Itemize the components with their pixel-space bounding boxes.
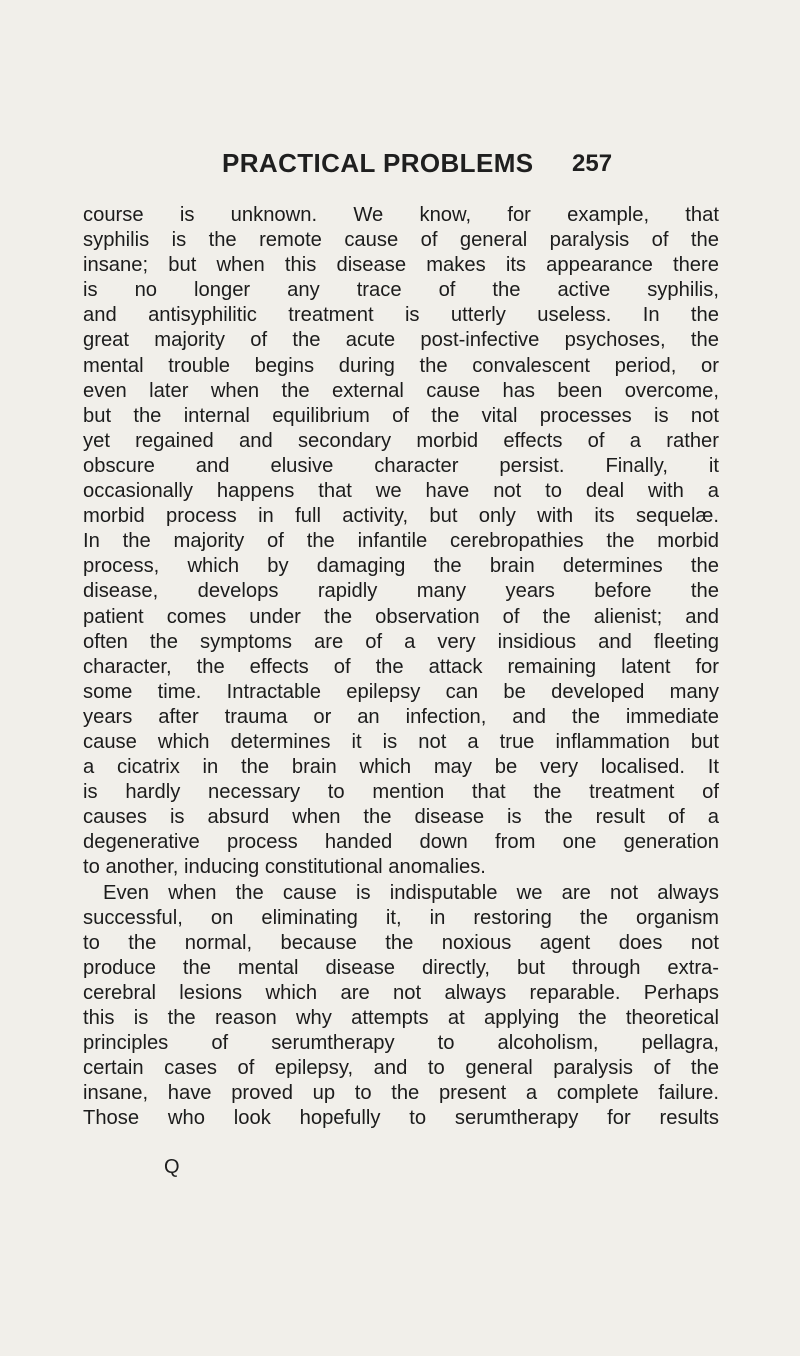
text-line: to the normal, because the noxious agent does not: [83, 931, 719, 954]
text-line: insane; but when this disease makes its appearance there: [83, 254, 719, 277]
text-line: disease, develops rapidly many years before the: [83, 580, 719, 603]
body-text: [83, 203, 719, 1131]
text-line: causes is absurd when the disease is the result of a: [83, 806, 719, 829]
text-line: character, the effects of the attack remaining latent for: [83, 655, 719, 678]
page-number: 257: [572, 150, 613, 177]
text-line: Those who look hopefully to serumtherapy for results: [83, 1107, 719, 1130]
paragraphs: [83, 203, 719, 1131]
text-line: patient comes under the observation of the alienist; and: [83, 605, 719, 628]
text-line: is no longer any trace of the active syphilis,: [83, 279, 719, 302]
text-line: and antisyphilitic treatment is utterly useless. In the: [83, 304, 719, 327]
text-line: successful, on eliminating it, in restoring the organism: [83, 906, 719, 929]
text-line: to another, inducing constitutional anomalies.: [83, 856, 486, 879]
text-line: but the internal equilibrium of the vital processes is not: [83, 404, 719, 427]
text-line: some time. Intractable epilepsy can be developed many: [83, 680, 719, 703]
signature-mark: Q: [164, 1156, 180, 1178]
text-line: principles of serumtherapy to alcoholism, pellagra,: [83, 1032, 719, 1055]
text-line: occasionally happens that we have not to deal with a: [83, 480, 719, 503]
text-line: yet regained and secondary morbid effects of a rather: [83, 429, 719, 452]
text-line: course is unknown. We know, for example, that: [83, 204, 719, 226]
text-line: certain cases of epilepsy, and to general paralysis of the: [83, 1057, 719, 1080]
text-line: even later when the external cause has been overcome,: [83, 379, 719, 402]
text-line: obscure and elusive character persist. Finally, it: [83, 454, 719, 477]
text-line: cause which determines it is not a true inflammation but: [83, 730, 719, 753]
text-line: years after trauma or an infection, and the immediate: [83, 705, 719, 728]
text-line: insane, have proved up to the present a complete failure.: [83, 1082, 719, 1105]
text-line: often the symptoms are of a very insidious and fleeting: [83, 630, 719, 653]
text-line: a cicatrix in the brain which may be very localised. It: [83, 756, 719, 779]
text-line: In the majority of the infantile cerebropathies the morbid: [83, 530, 719, 553]
text-line: mental trouble begins during the convalescent period, or: [83, 354, 719, 377]
text-line: produce the mental disease directly, but through extra-: [83, 956, 719, 979]
text-line: this is the reason why attempts at applying the theoretical: [83, 1007, 719, 1029]
running-title: PRACTICAL PROBLEMS: [222, 148, 534, 178]
text-line: is hardly necessary to mention that the treatment of: [83, 781, 719, 804]
text-line: syphilis is the remote cause of general paralysis of the: [83, 229, 719, 252]
text-line: cerebral lesions which are not always reparable. Perhaps: [83, 981, 719, 1004]
text-line: great majority of the acute post-infective psychoses, the: [83, 329, 719, 352]
text-line: Even when the cause is indisputable we are not always: [103, 881, 719, 904]
text-line: process, which by damaging the brain determines the: [83, 555, 719, 578]
running-head: [222, 148, 602, 188]
text-line: degenerative process handed down from one generation: [83, 831, 719, 854]
text-line: morbid process in full activity, but only with its sequelæ.: [83, 505, 719, 528]
